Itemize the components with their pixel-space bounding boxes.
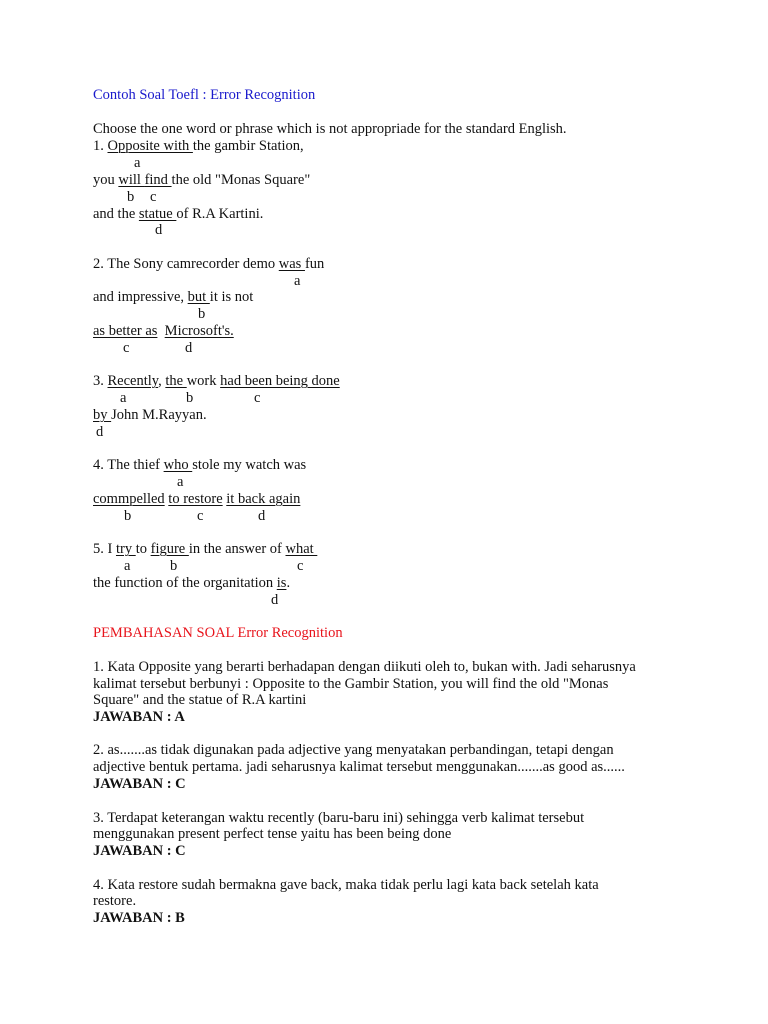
- answer-1-key: JAWABAN : A: [93, 709, 185, 725]
- q4-option-d: it back again: [226, 491, 301, 507]
- answer-3-line-1: 3. Terdapat keterangan waktu recently (baru-baru ini) sehingga verb kalimat tersebut: [93, 810, 585, 826]
- q5-line-2: the function of the organitation is.: [93, 575, 291, 591]
- q5-option-c: what: [285, 541, 318, 557]
- answer-4-line-2: restore.: [93, 893, 137, 909]
- q2-option-c: as better as: [93, 323, 158, 339]
- q5-marker-d: d: [271, 592, 279, 608]
- q5-marker-b: b: [170, 558, 178, 574]
- q3-option-c: had been being done: [220, 373, 340, 389]
- q4-marker-c: c: [197, 508, 204, 524]
- q1-option-b: will: [118, 172, 145, 188]
- q2-marker-b: b: [198, 306, 206, 322]
- q1-option-c: find: [144, 172, 172, 188]
- answer-3-key: JAWABAN : C: [93, 843, 186, 859]
- q5-option-b: figure: [150, 541, 189, 557]
- q1-line-3: and the statue of R.A Kartini.: [93, 206, 264, 222]
- q1-marker-a: a: [134, 155, 141, 171]
- q1-marker-b: b: [127, 189, 135, 205]
- q3-marker-a: a: [120, 390, 127, 406]
- answer-1-line-3: Square" and the statue of R.A kartini: [93, 692, 307, 708]
- q3-option-b: the: [165, 373, 187, 389]
- q1-marker-c: c: [150, 189, 157, 205]
- q4-option-c: to restore: [168, 491, 223, 507]
- q5-option-d: is: [276, 575, 287, 591]
- q5-line-1: 5. I try to figure in the answer of what: [93, 541, 318, 557]
- q4-marker-b: b: [124, 508, 132, 524]
- q1-option-d: statue: [138, 206, 177, 222]
- q3-option-a: Recently: [107, 373, 159, 389]
- discussion-title: PEMBAHASAN SOAL Error Recognition: [93, 625, 343, 641]
- answer-1-line-2: kalimat tersebut berbunyi : Opposite to the Gambir Station, you will find the old "Monas: [93, 676, 609, 692]
- answer-2-key: JAWABAN : C: [93, 776, 186, 792]
- q2-marker-a: a: [294, 273, 301, 289]
- q4-option-b: commpelled: [93, 491, 165, 507]
- q5-option-a: try: [115, 541, 136, 557]
- q4-line-2: [93, 491, 300, 508]
- q2-option-d: Microsoft's.: [164, 323, 234, 339]
- instructions: Choose the one word or phrase which is not appropriade for the standard English.: [93, 121, 567, 137]
- answer-2-line-2: adjective bentuk pertama. jadi seharusnya kalimat tersebut menggunakan.......as good as......: [93, 759, 625, 775]
- q3-option-d: by: [93, 407, 112, 423]
- q4-option-a: who: [163, 457, 193, 473]
- q1-marker-d: d: [155, 222, 163, 238]
- page-title: Contoh Soal Toefl : Error Recognition: [93, 87, 316, 103]
- answer-1-line-1: 1. Kata Opposite yang berarti berhadapan dengan diikuti oleh to, bukan with. Jadi seharusnya: [93, 659, 636, 675]
- q3-marker-b: b: [186, 390, 194, 406]
- answer-4-key: JAWABAN : B: [93, 910, 185, 926]
- q2-option-a: was: [278, 256, 305, 272]
- answer-3-line-2: menggunakan present perfect tense yaitu has been being done: [93, 826, 452, 842]
- q2-line-3: [93, 323, 234, 340]
- q1-option-a: Opposite with: [107, 138, 193, 154]
- q2-line-1: 2. The Sony camrecorder demo was fun: [93, 256, 325, 272]
- q1-line-2: you will find the old "Monas Square": [93, 172, 311, 188]
- q2-line-2: and impressive, but it is not: [93, 289, 254, 305]
- q4-marker-a: a: [177, 474, 184, 490]
- answer-4-line-1: 4. Kata restore sudah bermakna gave back, maka tidak perlu lagi kata back setelah kata: [93, 877, 599, 893]
- q3-marker-c: c: [254, 390, 261, 406]
- q3-line-1: 3. Recently, the work had been being done: [93, 373, 340, 389]
- q5-marker-c: c: [297, 558, 304, 574]
- q5-marker-a: a: [124, 558, 131, 574]
- q4-line-1: 4. The thief who stole my watch was: [93, 457, 307, 473]
- q2-marker-c: c: [123, 340, 130, 356]
- q3-line-2: by John M.Rayyan.: [93, 407, 207, 423]
- answer-2-line-1: 2. as.......as tidak digunakan pada adjective yang menyatakan perbandingan, tetapi dengan: [93, 742, 614, 758]
- q2-option-b: but: [187, 289, 210, 305]
- q4-marker-d: d: [258, 508, 266, 524]
- q3-marker-d: d: [96, 424, 104, 440]
- q1-line-1: 1. Opposite with the gambir Station,: [93, 138, 304, 154]
- q2-marker-d: d: [185, 340, 193, 356]
